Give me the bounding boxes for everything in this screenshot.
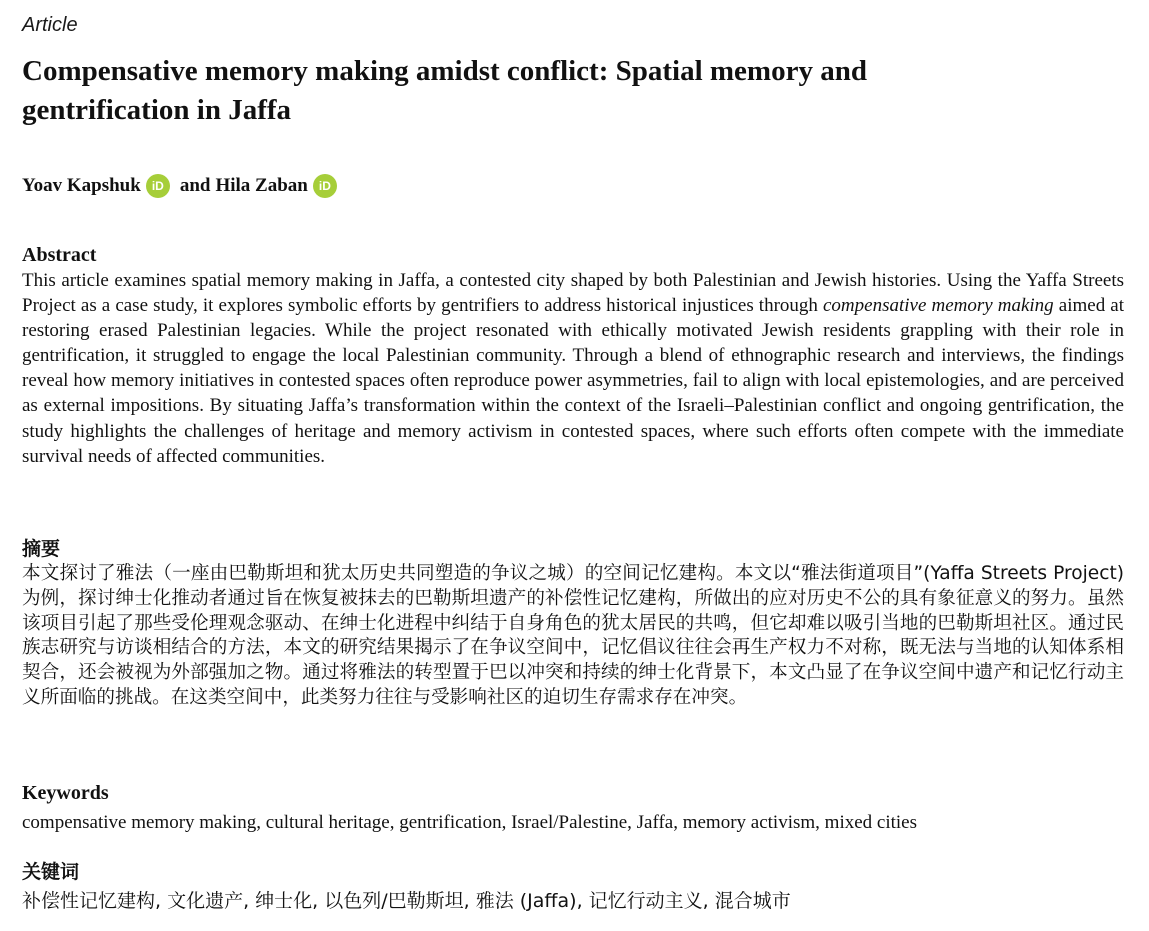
article-type-label: Article bbox=[22, 14, 78, 36]
abstract-zh-heading: 摘要 bbox=[22, 538, 61, 560]
article-title: Compensative memory making amidst conflict: Spatial memory and gentrification in Jaffa bbox=[22, 55, 867, 126]
abstract-body bbox=[22, 268, 1124, 469]
abstract-italic-term: compensative memory making bbox=[822, 295, 1054, 317]
abstract-text-start: This article examines spatial memory making in Jaffa, a contested city shaped by both Palestinian and Jewish histories. Using the Yaffa Streets Project as a case study, it explores symbolic efforts by gentrifiers to address historical injustices through bbox=[22, 270, 1124, 317]
abstract-text-end: aimed at restoring erased Palestinian legacies. While the project resonated with ethically motivated Jewish residents grappling with their role in gentrification, it struggled to engage the local Palestinian community. Through a blend of ethnographic research and interviews, the findings reveal how memory initiatives in contested spaces often reproduce power asymmetries, fail to align with local epistemologies, and are perceived as external impositions. By situating Jaffa’s transformation within the context of the Israeli–Palestinian conflict and ongoing gentrification, the study highlights the challenges of heritage and memory activism in contested spaces, where such efforts often compete with the immediate survival needs of affected communities. bbox=[22, 295, 1124, 467]
keywords-zh-list: 补偿性记忆建构, 文化遗产, 绅士化, 以色列/巴勒斯坦, 雅法 (Jaffa), 记忆行动主义, 混合城市 bbox=[22, 890, 791, 912]
keywords-heading: Keywords bbox=[22, 782, 109, 804]
author-name[interactable]: Yoav Kapshuk bbox=[22, 175, 141, 196]
keywords-list: compensative memory making, cultural heritage, gentrification, Israel/Palestine, Jaffa, memory activism, mixed cities bbox=[22, 812, 918, 833]
keywords-zh-heading: 关键词 bbox=[22, 861, 80, 883]
author-line bbox=[22, 173, 347, 199]
author-conjunction: and bbox=[179, 175, 211, 196]
abstract-zh-body: 本文探讨了雅法（一座由巴勒斯坦和犹太历史共同塑造的争议之城）的空间记忆建构。本文以“雅法街道项目”(Yaffa Streets Project) 为例，探讨绅士化推动者通过旨在恢复被抹去的巴勒斯坦遗产的补偿性记忆建构，所做出的应对历史不公的具有象征意义的努力。虽然该项目引起了那些受伦理观念驱动、在绅士化进程中纠结于自身角色的犹太居民的共鸣，但它却难以吸引当地的巴勒斯坦社区。通过民族志研究与访谈相结合的方法，本文的研究结果揭示了在争议空间中，记忆倡议往往会再生产权力不对称，既无法与当地的认知体系相契合，还会被视为外部强加之物。通过将雅法的转型置于巴以冲突和持续的绅士化背景下，本文凸显了在争议空间中遗产和记忆行动主义所面临的挑战。在这类空间中，此类努力往往与受影响社区的迫切生存需求存在冲突。 bbox=[22, 563, 1124, 708]
orcid-icon[interactable]: iD bbox=[146, 174, 170, 198]
author-name[interactable]: Hila Zaban bbox=[215, 175, 308, 196]
orcid-icon[interactable]: iD bbox=[313, 174, 337, 198]
abstract-heading: Abstract bbox=[22, 244, 97, 266]
